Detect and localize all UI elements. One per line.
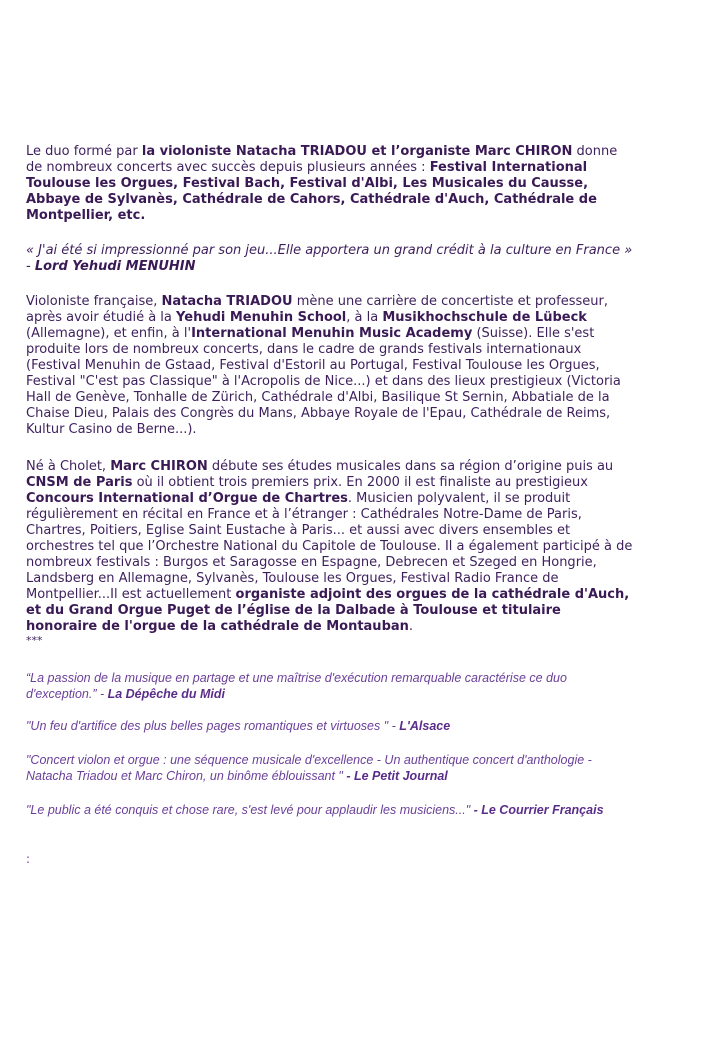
bio-text: (Suisse). Elle s'est produite lors de nombreux concerts, dans le cadre de grands festivals internationaux (Festival Menuhin de Gstaad, Festival d'Estoril au Portugal, Festival Toulouse les Orgues, Festival "C'est pas Classique" à l'Acropolis de Nice...) et dans des lieux prestigieux (Victoria Hall de Genève, Tonhalle de Zürich, Cathédrale d'Albi, Basilique St Sernin, Abbatiale de la Chaise Dieu, Palais des Congrès du Mans, Abbaye Royale de l'Epau, Cathédrale de Reims, Kultur Casino de Berne...). [26,326,621,437]
press-text: “La passion de la musique en partage et une maîtrise d'exécution remarquable caractérise ce duo d'exception.” - [26,671,567,701]
bio-text: , à la [346,310,383,325]
natacha-name: Natacha TRIADOU [161,294,293,309]
intro-paragraph [26,144,636,224]
trailing-mark: : [26,852,31,866]
bio-text: où il obtient trois premiers prix. En 2000 il est finaliste au prestigieux [132,475,588,490]
bio-text: mène une carrière de concertiste et professeur, après avoir étudié à la [26,294,608,325]
natacha-bio [26,294,636,438]
festival-list: Festival International Toulouse les Orgues, Festival Bach, Festival d'Albi, Les Musicales du Causse, Abbaye de Sylvanès, Cathédrale de Cahors, Cathédrale d'Auch, Cathédrale de Montpellier, etc. [26,160,597,223]
intro-text: donne de nombreux concerts avec succès depuis plusieurs années : [26,144,618,175]
bio-text: (Allemagne), et enfin, à l' [26,326,192,341]
competition-name: Concours International d’Orgue de Chartres [26,491,348,506]
organist-title: organiste adjoint des orgues de la cathédrale d'Auch, et du Grand Orgue Puget de l’église de la Dalbade à Toulouse et titulaire honoraire de l'orgue de la cathédrale de Montauban [26,587,630,634]
press-source: - Le Petit Journal [342,769,448,783]
bio-text: débute ses études musicales dans sa région d’origine puis au [207,459,614,474]
menuhin-quote [26,243,636,275]
intro-text: Le duo formé par [26,144,142,159]
duo-names: la violoniste Natacha TRIADOU et l’organiste Marc CHIRON [141,144,573,159]
quote-text: « J'ai été si impressionné par son jeu...Elle apportera un grand crédit à la culture en France » - [26,243,633,274]
marc-name: Marc CHIRON [110,459,208,474]
separator: *** [26,634,43,647]
quote-author: Lord Yehudi MENUHIN [34,259,196,274]
school-name: Musikhochschule de Lübeck [382,310,587,325]
academy-name: International Menuhin Music Academy [191,326,473,341]
school-name: CNSM de Paris [26,475,133,490]
press-source: La Dépêche du Midi [107,687,225,701]
press-text: "Concert violon et orgue : une séquence musicale d'excellence - Un authentique concert d'anthologie - Natacha Triadou et Marc Chiron, un binôme éblouissant " [26,753,592,783]
press-quote [26,718,636,734]
bio-text: . Musicien polyvalent, il se produit régulièrement en récital en France et à l’étranger : Cathédrales Notre-Dame de Paris, Chartres, Poitiers, Eglise Saint Eustache à Paris... et aussi avec divers ensembles et orchestres tel que l’Orchestre National du Capitole de Toulouse. Il a également participé à de nombreux festivals : Burgos et Saragosse en Espagne, Debrecen et Szeged en Hongrie, Landsberg en Allemagne, Sylvanès, Toulouse les Orgues, Festival Radio France de Montpellier...Il est actuellement [26,491,633,602]
bio-text: Violoniste française, [26,294,162,309]
marc-bio [26,459,636,635]
bio-text: . [408,619,414,634]
press-source: - Le Courrier Français [470,803,604,817]
press-text: "Un feu d'artifice des plus belles pages romantiques et virtuoses " - [26,719,400,733]
school-name: Yehudi Menuhin School [176,310,347,325]
press-quote [26,752,636,784]
press-quote [26,802,636,818]
bio-text: Né à Cholet, [26,459,111,474]
press-quote [26,670,636,702]
press-text: "Le public a été conquis et chose rare, s'est levé pour applaudir les musiciens..." [26,803,471,817]
press-source: L'Alsace [399,719,451,733]
